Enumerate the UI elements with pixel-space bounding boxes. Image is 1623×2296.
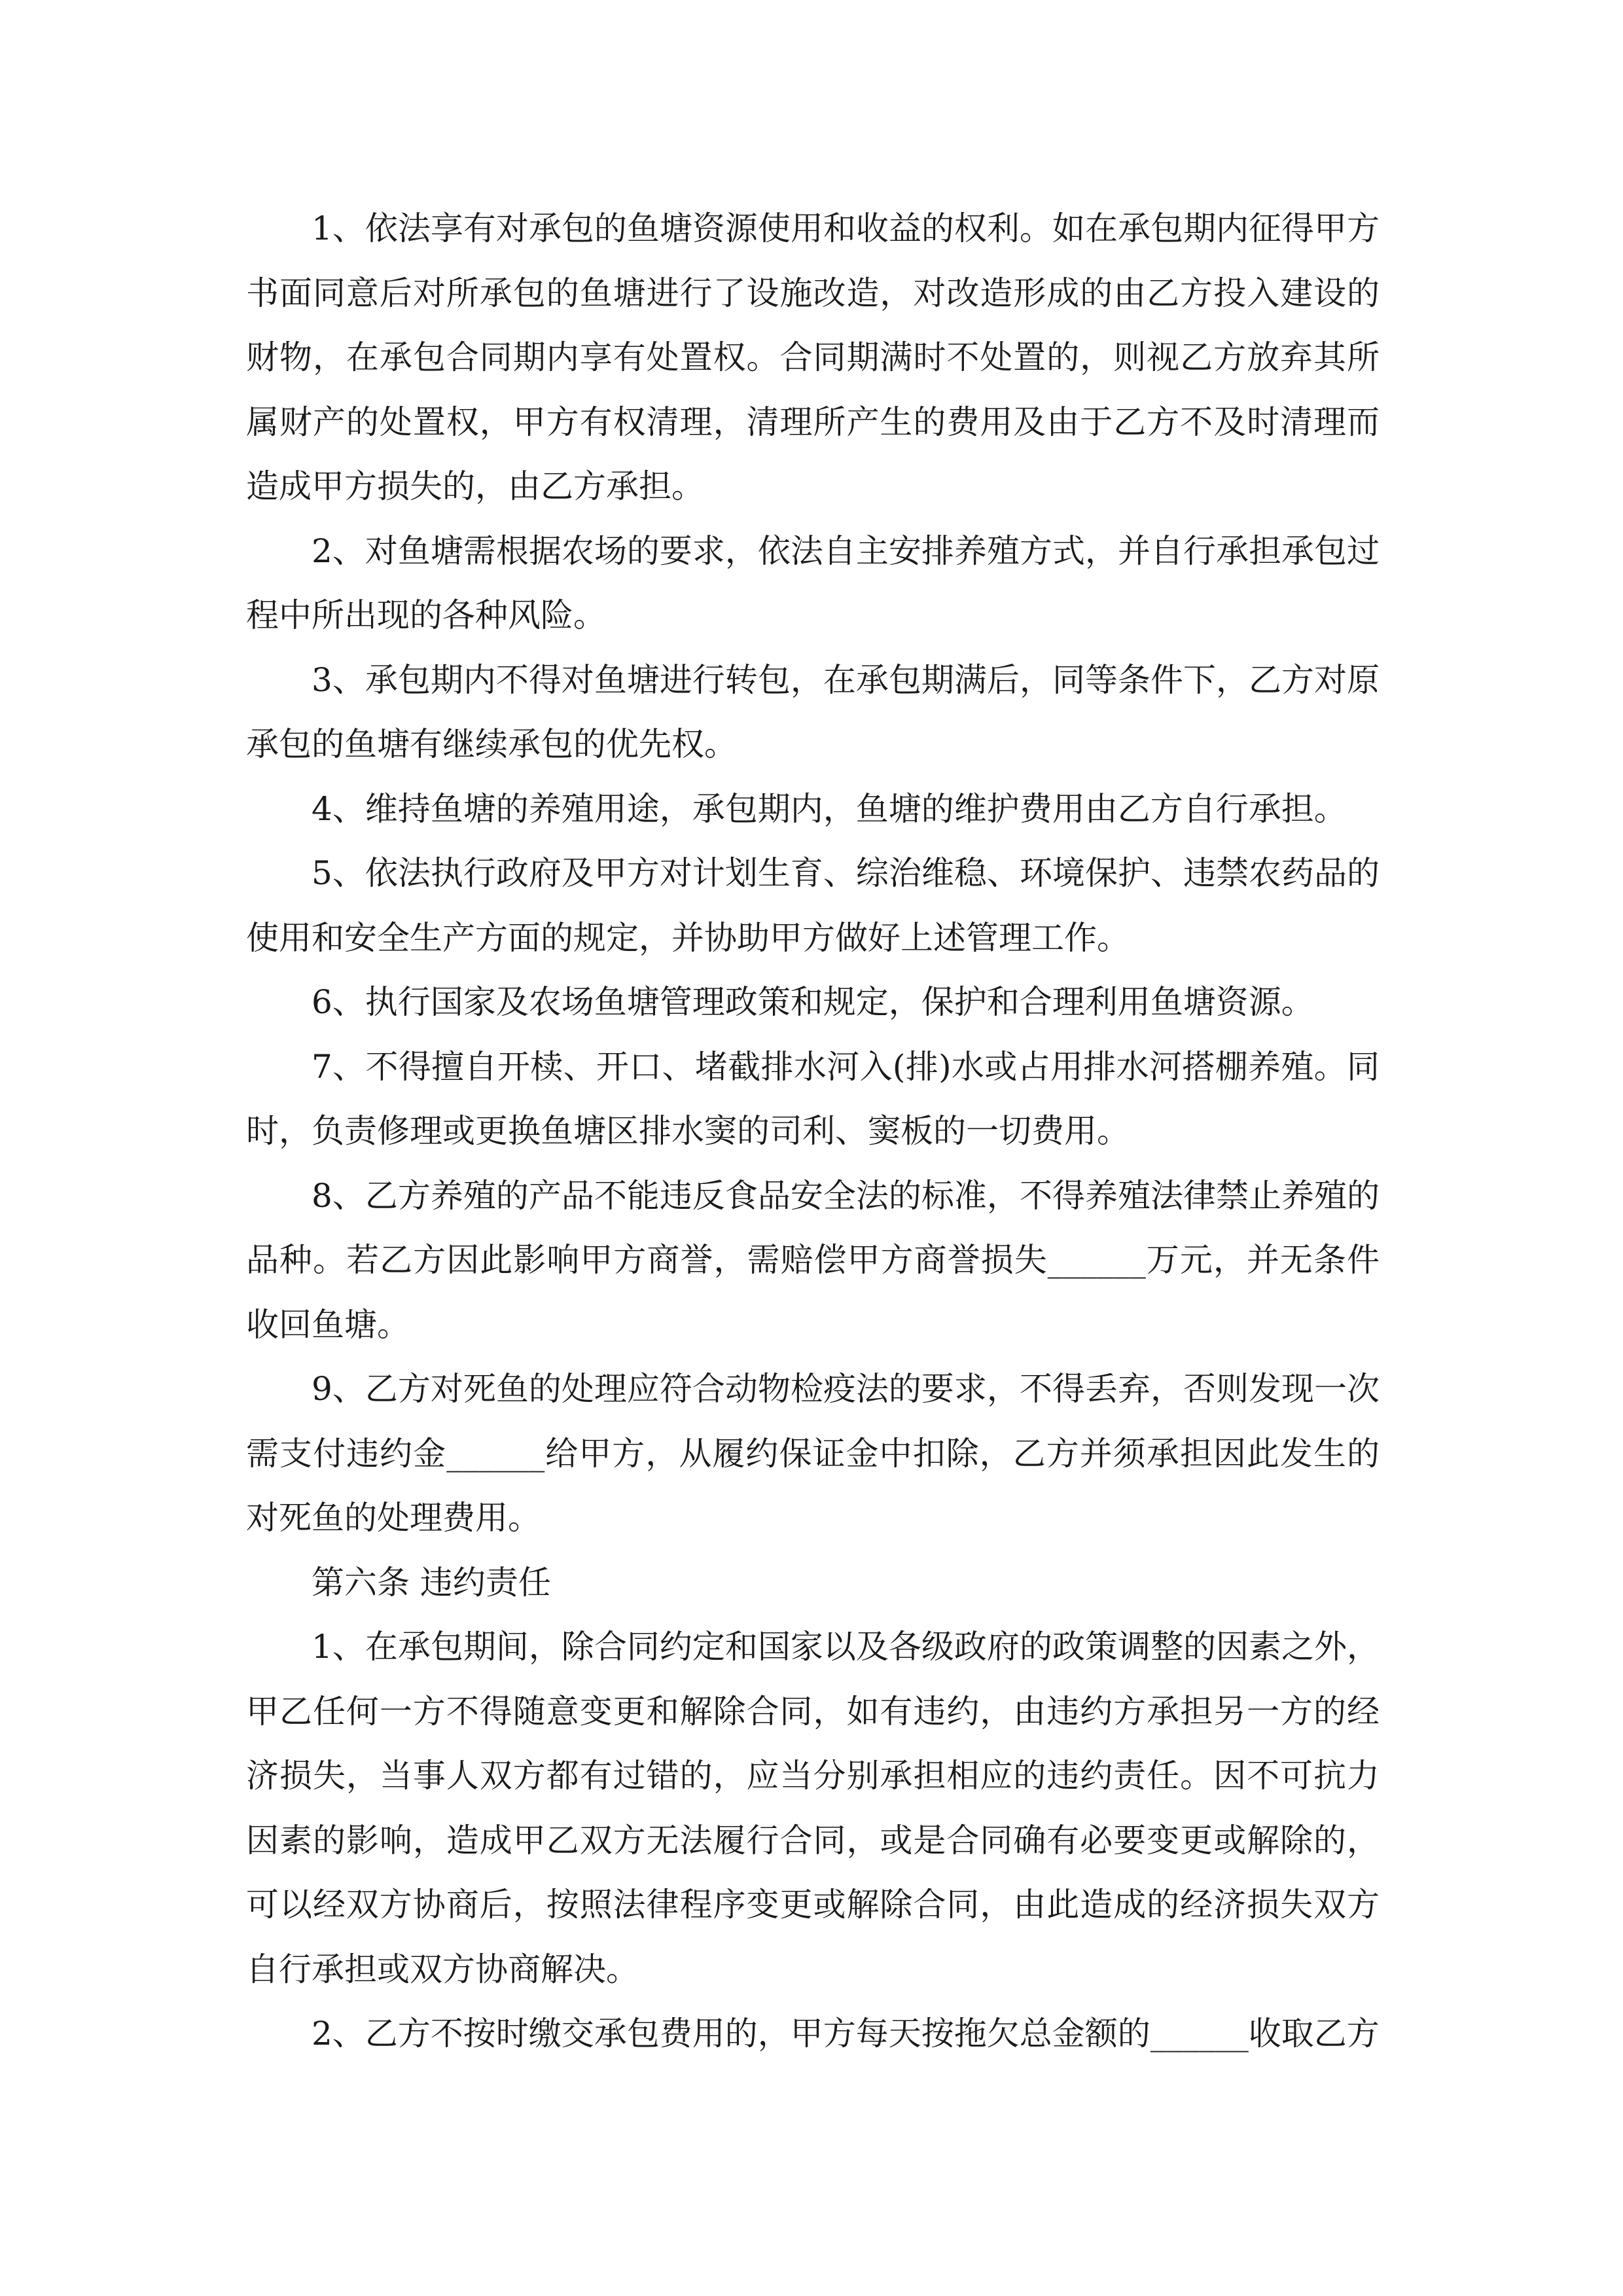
document-body: [246, 196, 1380, 2066]
clause-paragraph: 1、在承包期间，除合同约定和国家以及各级政府的政策调整的因素之外，甲乙任何一方不得随意变更和解除合同，如有违约，由违约方承担另一方的经济损失，当事人双方都有过错的，应当分别承担相应的违约责任。因不可抗力因素的影响，造成甲乙双方无法履行合同，或是合同确有必要变更或解除的，可以经双方协商后，按照法律程序变更或解除合同，由此造成的经济损失双方自行承担或双方协商解决。: [246, 1628, 1380, 1988]
clause-paragraph: 4、维持鱼塘的养殖用途，承包期内，鱼塘的维护费用由乙方自行承担。: [312, 789, 1347, 828]
section-heading: 第六条 违约责任: [312, 1563, 551, 1602]
clause-paragraph: 9、乙方对死鱼的处理应符合动物检疫法的要求，不得丢弃，否则发现一次需支付违约金______给甲方，从履约保证金中扣除，乙方并须承担因此发生的对死鱼的处理费用。: [246, 1370, 1380, 1537]
clause-paragraph: 8、乙方养殖的产品不能违反食品安全法的标准，不得养殖法律禁止养殖的品种。若乙方因此影响甲方商誉，需赔偿甲方商誉损失______万元，并无条件收回鱼塘。: [246, 1176, 1380, 1344]
clause-paragraph: 2、对鱼塘需根据农场的要求，依法自主安排养殖方式，并自行承担承包过程中所出现的各种风险。: [246, 531, 1380, 634]
clause-paragraph: 1、依法享有对承包的鱼塘资源使用和收益的权利。如在承包期内征得甲方书面同意后对所承包的鱼塘进行了设施改造，对改造形成的由乙方投入建设的财物，在承包合同期内享有处置权。合同期满时不处置的，则视乙方放弃其所属财产的处置权，甲方有权清理，清理所产生的费用及由于乙方不及时清理而造成甲方损失的，由乙方承担。: [246, 209, 1380, 505]
clause-paragraph: 3、承包期内不得对鱼塘进行转包，在承包期满后，同等条件下，乙方对原承包的鱼塘有继续承包的优先权。: [246, 660, 1380, 763]
clause-paragraph: 7、不得擅自开椟、开口、堵截排水河入(排)水或占用排水河搭棚养殖。同时，负责修理或更换鱼塘区排水窦的司利、窦板的一切费用。: [246, 1047, 1380, 1150]
clause-paragraph: 5、依法执行政府及甲方对计划生育、综治维稳、环境保护、违禁农药品的使用和安全生产方面的规定，并协助甲方做好上述管理工作。: [246, 854, 1380, 957]
clause-paragraph: 2、乙方不按时缴交承包费用的，甲方每天按拖欠总金额的______收取乙方: [312, 2015, 1380, 2053]
clause-paragraph: 6、执行国家及农场鱼塘管理政策和规定，保护和合理利用鱼塘资源。: [312, 983, 1314, 1021]
